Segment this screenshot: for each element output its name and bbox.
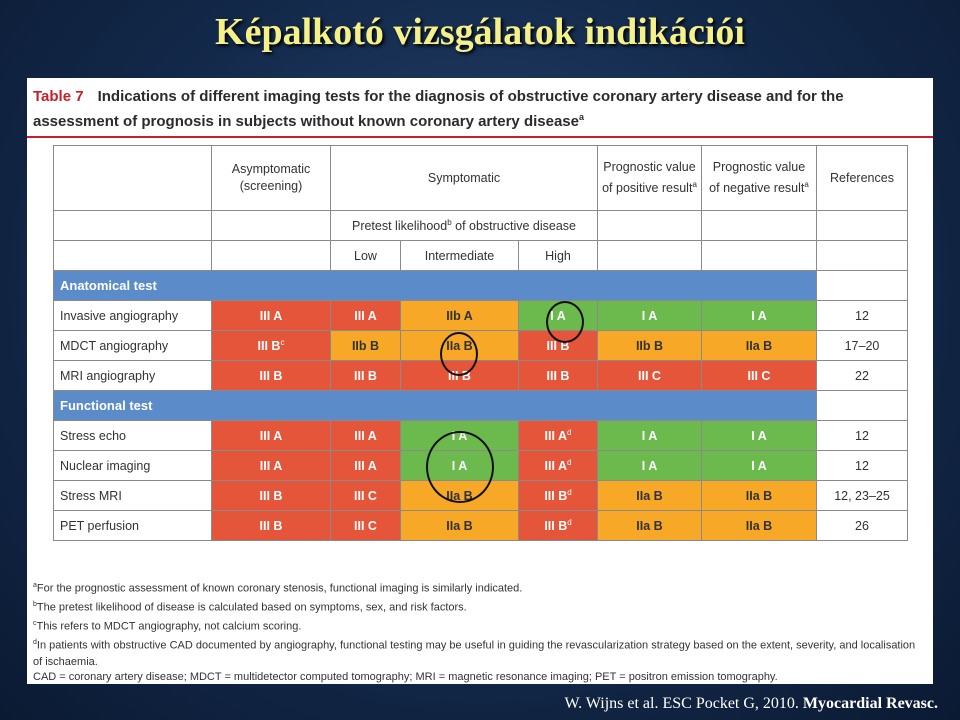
pretest-empty-left bbox=[54, 211, 212, 241]
recommendation-cell bbox=[331, 421, 401, 451]
recommendation-cell bbox=[598, 481, 702, 511]
row-label: Invasive angiography bbox=[54, 301, 212, 331]
recommendation-text: III A bbox=[259, 428, 283, 443]
recommendation-sup: d bbox=[567, 517, 572, 527]
recommendation-cell bbox=[702, 301, 817, 331]
footnote-text: This refers to MDCT angiography, not calcium scoring. bbox=[36, 620, 302, 633]
header-intermediate: Intermediate bbox=[401, 241, 519, 271]
recommendation-cell bbox=[702, 511, 817, 541]
section-functional: Functional test bbox=[54, 391, 817, 421]
recommendation-cell bbox=[331, 331, 401, 361]
citation-plain: W. Wijns et al. ESC Pocket G, 2010. bbox=[564, 695, 803, 712]
likelihood-empty-asym bbox=[212, 241, 331, 271]
recommendation-sup: d bbox=[567, 457, 572, 467]
recommendation-text: I A bbox=[641, 428, 658, 443]
recommendation-text: III B bbox=[354, 368, 377, 383]
recommendation-cell bbox=[331, 481, 401, 511]
footnote-marker: d bbox=[33, 639, 37, 647]
recommendation-text: III B bbox=[259, 368, 283, 383]
citation bbox=[564, 695, 938, 713]
recommendation-text: IIa B bbox=[745, 518, 773, 533]
recommendation-text: III A bbox=[544, 459, 567, 474]
recommendation-sup: d bbox=[567, 427, 572, 437]
pretest-empty-asym bbox=[212, 211, 331, 241]
highlight-circle-mdct bbox=[440, 332, 478, 376]
recommendation-text: IIa B bbox=[446, 488, 473, 503]
footnote-text: In patients with obstructive CAD documented by angiography, functional testing may be useful in guiding the revascularization strategy based on the extent, severity, and localisation of ischaemia. bbox=[33, 640, 916, 668]
recommendation-text: III B bbox=[259, 488, 283, 503]
recommendation-cell bbox=[519, 511, 598, 541]
recommendation-cell bbox=[519, 361, 598, 391]
table-number: Table 7 bbox=[33, 88, 84, 105]
recommendation-text: III A bbox=[354, 458, 377, 473]
recommendation-cell bbox=[212, 481, 331, 511]
header-pretest bbox=[331, 211, 598, 241]
recommendation-cell bbox=[331, 301, 401, 331]
pretest-empty-pos bbox=[598, 211, 702, 241]
table-row bbox=[54, 331, 908, 361]
header-prognostic-positive bbox=[598, 146, 702, 211]
footnote-text: For the prognostic assessment of known coronary stenosis, functional imaging is similarly indicated. bbox=[36, 582, 523, 595]
recommendation-text: I A bbox=[751, 308, 767, 323]
pretest-empty-neg bbox=[702, 211, 817, 241]
reference-cell: 22 bbox=[817, 361, 908, 391]
recommendation-text: III C bbox=[354, 518, 377, 533]
header-prognostic-negative-sup: a bbox=[804, 179, 809, 189]
reference-cell: 12, 23–25 bbox=[817, 481, 908, 511]
recommendation-cell bbox=[598, 421, 702, 451]
likelihood-empty-neg bbox=[702, 241, 817, 271]
footnotes bbox=[33, 578, 923, 686]
recommendation-text: IIb B bbox=[351, 338, 380, 353]
recommendation-cell bbox=[519, 421, 598, 451]
footnote-text: CAD = coronary artery disease; MDCT = multidetector computed tomography; MRI = magnetic resonance imaging; PET = positron emission tomography. bbox=[33, 671, 778, 684]
recommendation-cell bbox=[331, 511, 401, 541]
recommendation-cell bbox=[331, 451, 401, 481]
recommendation-cell bbox=[598, 511, 702, 541]
table-title bbox=[33, 86, 913, 132]
citation-bold: Myocardial Revasc. bbox=[802, 695, 938, 712]
recommendation-text: IIb A bbox=[446, 308, 473, 323]
recommendation-text: IIb B bbox=[635, 338, 664, 353]
title-divider bbox=[27, 136, 933, 138]
reference-cell: 12 bbox=[817, 301, 908, 331]
recommendation-text: IIa B bbox=[745, 338, 773, 353]
footnote bbox=[33, 616, 923, 635]
recommendation-cell bbox=[401, 511, 519, 541]
likelihood-empty-left bbox=[54, 241, 212, 271]
recommendation-text: IIa B bbox=[446, 338, 473, 353]
row-label: PET perfusion bbox=[54, 511, 212, 541]
header-prognostic-positive-sup: a bbox=[692, 179, 697, 189]
recommendation-cell bbox=[598, 451, 702, 481]
footnote bbox=[33, 635, 923, 670]
footnote bbox=[33, 670, 923, 686]
recommendation-text: I A bbox=[451, 428, 468, 443]
slide-title: Képalkotó vizsgálatok indikációi bbox=[215, 11, 745, 53]
recommendation-text: III B bbox=[257, 339, 281, 354]
recommendation-text: I A bbox=[451, 458, 468, 473]
header-pretest-sup: b bbox=[447, 217, 452, 227]
highlight-circle-invasive bbox=[546, 301, 584, 343]
recommendation-cell bbox=[702, 481, 817, 511]
recommendation-text: I A bbox=[751, 428, 767, 443]
recommendation-cell bbox=[331, 361, 401, 391]
recommendation-cell bbox=[519, 481, 598, 511]
recommendation-text: III A bbox=[544, 429, 567, 444]
table-row bbox=[54, 301, 908, 331]
recommendation-cell bbox=[212, 451, 331, 481]
reference-cell: 12 bbox=[817, 451, 908, 481]
header-empty bbox=[54, 146, 212, 211]
recommendation-text: IIa B bbox=[446, 518, 473, 533]
header-asymptomatic: Asymptomatic (screening) bbox=[212, 146, 331, 211]
pretest-empty-ref bbox=[817, 211, 908, 241]
recommendation-cell bbox=[598, 301, 702, 331]
footnote bbox=[33, 597, 923, 616]
recommendation-text: III A bbox=[354, 428, 377, 443]
recommendation-text: III B bbox=[546, 368, 570, 383]
reference-cell: 12 bbox=[817, 421, 908, 451]
recommendation-cell bbox=[212, 331, 331, 361]
section-anatomical-ref bbox=[817, 271, 908, 301]
table-panel bbox=[27, 78, 933, 684]
recommendation-text: IIa B bbox=[636, 518, 663, 533]
recommendation-cell bbox=[702, 421, 817, 451]
recommendation-text: IIa B bbox=[636, 488, 663, 503]
likelihood-empty-ref bbox=[817, 241, 908, 271]
header-low: Low bbox=[331, 241, 401, 271]
recommendation-text: III B bbox=[544, 519, 568, 534]
row-label: Stress echo bbox=[54, 421, 212, 451]
recommendation-cell bbox=[598, 331, 702, 361]
table-title-sup: a bbox=[578, 112, 584, 122]
header-prognostic-negative bbox=[702, 146, 817, 211]
recommendation-text: III B bbox=[448, 368, 471, 383]
table-row bbox=[54, 511, 908, 541]
header-high: High bbox=[519, 241, 598, 271]
recommendation-text: III B bbox=[259, 518, 283, 533]
recommendation-text: III B bbox=[546, 338, 570, 353]
header-symptomatic: Symptomatic bbox=[331, 146, 598, 211]
table-row bbox=[54, 361, 908, 391]
header-references: References bbox=[817, 146, 908, 211]
recommendation-sup: d bbox=[567, 487, 572, 497]
likelihood-empty-pos bbox=[598, 241, 702, 271]
recommendation-text: I A bbox=[641, 308, 658, 323]
footnote-text: The pretest likelihood of disease is calculated based on symptoms, sex, and risk factors. bbox=[36, 601, 467, 614]
footnote bbox=[33, 578, 923, 597]
footnote-marker: c bbox=[33, 620, 37, 628]
header-prognostic-positive-text: Prognostic value of positive result bbox=[602, 159, 696, 196]
recommendation-cell bbox=[702, 361, 817, 391]
recommendation-text: III A bbox=[259, 308, 283, 323]
row-label: MRI angiography bbox=[54, 361, 212, 391]
row-label: MDCT angiography bbox=[54, 331, 212, 361]
recommendation-text: I A bbox=[751, 458, 767, 473]
recommendation-text: III B bbox=[544, 489, 568, 504]
header-pretest-post: of obstructive disease bbox=[451, 219, 577, 234]
recommendation-text: I A bbox=[641, 458, 658, 473]
reference-cell: 26 bbox=[817, 511, 908, 541]
recommendation-cell bbox=[702, 451, 817, 481]
recommendation-text: III A bbox=[259, 458, 283, 473]
row-label: Nuclear imaging bbox=[54, 451, 212, 481]
recommendation-cell bbox=[212, 301, 331, 331]
recommendation-text: III C bbox=[747, 368, 771, 383]
recommendation-text: I A bbox=[550, 308, 566, 323]
footnote-marker: a bbox=[33, 582, 37, 589]
recommendation-sup: c bbox=[280, 337, 285, 347]
footnote-marker: b bbox=[33, 601, 37, 609]
recommendation-cell bbox=[598, 361, 702, 391]
highlight-circle-functional bbox=[426, 428, 494, 503]
section-functional-ref bbox=[817, 391, 908, 421]
recommendation-cell bbox=[519, 451, 598, 481]
recommendation-text: III C bbox=[638, 368, 661, 383]
recommendation-cell bbox=[401, 301, 519, 331]
header-pretest-text: Pretest likelihood bbox=[351, 219, 448, 234]
table-title-text: Indications of different imaging tests for the diagnosis of obstructive coronary artery disease and for the assessment of prognosis in subjects without known coronary artery disease bbox=[33, 88, 844, 130]
recommendation-cell bbox=[212, 361, 331, 391]
section-anatomical: Anatomical test bbox=[54, 271, 817, 301]
reference-cell: 17–20 bbox=[817, 331, 908, 361]
recommendation-text: III C bbox=[354, 488, 377, 503]
recommendation-cell bbox=[702, 331, 817, 361]
recommendation-text: III A bbox=[354, 308, 377, 323]
recommendation-cell bbox=[212, 421, 331, 451]
recommendation-cell bbox=[212, 511, 331, 541]
row-label: Stress MRI bbox=[54, 481, 212, 511]
recommendation-text: IIa B bbox=[745, 488, 773, 503]
header-prognostic-negative-text: Prognostic value of negative result bbox=[709, 159, 806, 196]
